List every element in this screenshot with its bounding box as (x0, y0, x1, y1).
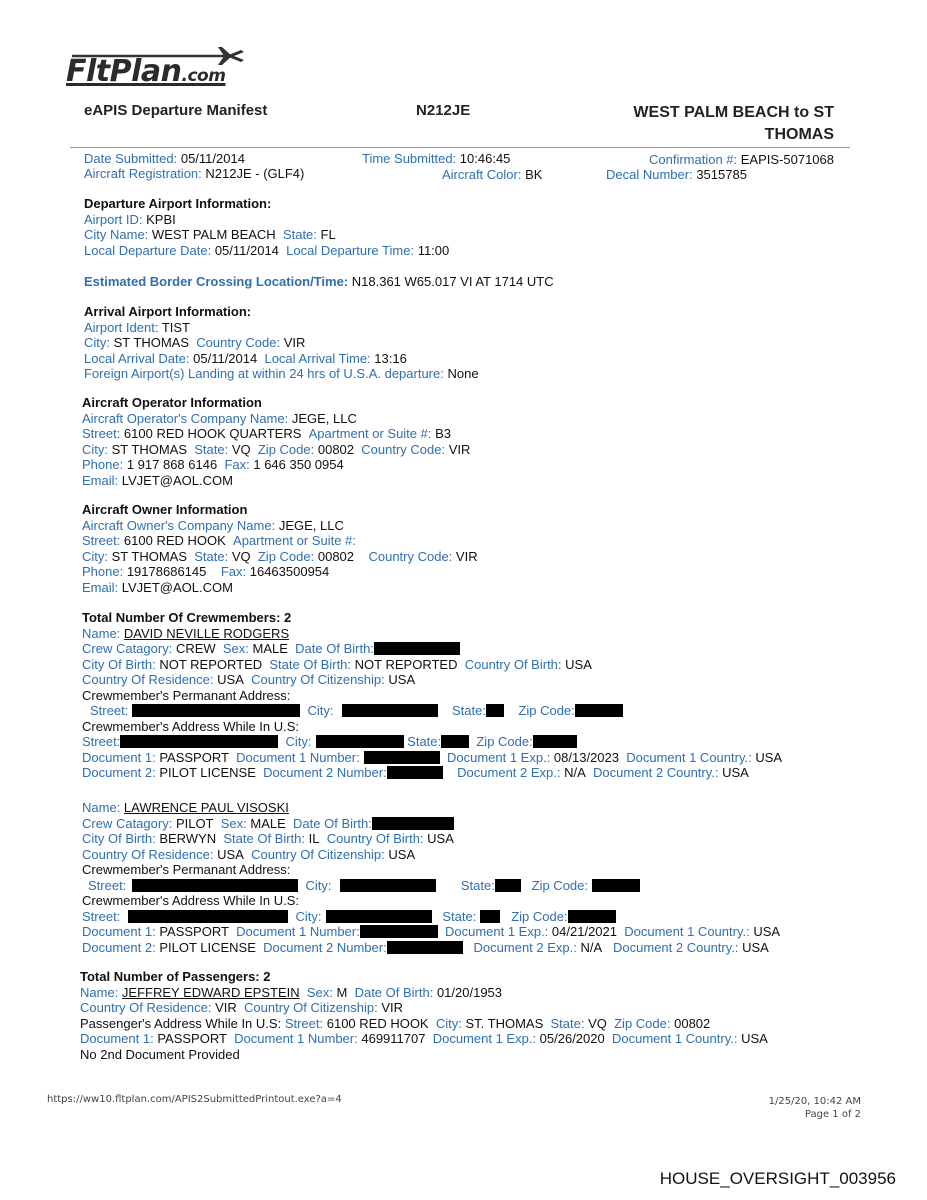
pax-state-value: VQ (588, 1015, 607, 1031)
op-fax-value: 1 646 350 0954 (253, 457, 344, 472)
crew1-country-birth-label: Country Of Birth: (464, 656, 562, 672)
owner-section (82, 502, 478, 595)
redaction-box (486, 704, 504, 717)
crew2-doc1-country-value: USA (753, 924, 781, 939)
page-title: eAPIS Departure Manifest (84, 102, 268, 119)
date-submitted-value: 05/11/2014 (180, 151, 245, 166)
crew1-dob-label: Date Of Birth: (295, 641, 374, 656)
aircraft-color-value: BK (525, 167, 543, 182)
op-fax-label: Fax: (224, 457, 250, 472)
pax-name-label: Name: (80, 984, 119, 1000)
crew2-country-birth-label: Country Of Birth: (326, 831, 424, 846)
passenger-section (80, 969, 768, 1062)
date-submitted-label: Date Submitted: (84, 151, 178, 166)
crew1-us-zip-label: Zip Code: (476, 734, 533, 749)
own-email-value: LVJET@AOL.COM (121, 579, 233, 595)
own-city-value: ST THOMAS (111, 548, 187, 564)
crew1-category-label: Crew Catagory: (82, 641, 173, 656)
crew1-sex-label: Sex: (222, 641, 249, 656)
redaction-box (360, 925, 438, 938)
foreign-landing-value: None (447, 366, 479, 381)
border-crossing (84, 274, 554, 290)
crew1-name-value: DAVID NEVILLE RODGERS (123, 625, 290, 641)
crew2-category-label: Crew Catagory: (82, 815, 173, 831)
crew2-city-birth-label: City Of Birth: (82, 831, 156, 846)
crew2-us-street-label: Street: (82, 908, 121, 924)
op-country-value: VIR (448, 441, 471, 457)
redaction-box (316, 735, 404, 748)
crew2-perm-zip-label: Zip Code: (531, 877, 589, 893)
redaction-box (128, 910, 288, 923)
arr-time-value: 13:16 (374, 350, 407, 366)
time-submitted (362, 151, 510, 167)
op-city-label: City: (82, 441, 108, 457)
departure-heading: Departure Airport Information: (84, 196, 272, 211)
crew1-perm-street-label: Street: (90, 703, 129, 718)
crew2-dob-label: Date Of Birth: (293, 815, 372, 831)
pax-residence-value: VIR (215, 1000, 237, 1015)
arr-country-value: VIR (283, 335, 306, 350)
op-apt-label: Apartment or Suite #: (308, 426, 432, 441)
op-company-value: JEGE, LLC (291, 410, 357, 426)
own-phone-value: 19178686145 (126, 564, 207, 579)
op-street-value: 6100 RED HOOK QUARTERS (123, 426, 302, 441)
op-phone-value: 1 917 868 6146 (126, 457, 218, 472)
crew1-perm-zip-label: Zip Code: (518, 703, 575, 718)
crew2-doc1-label: Document 1: (82, 924, 156, 939)
time-submitted-label: Time Submitted: (362, 151, 457, 166)
crew2-perm-city-label: City: (305, 877, 332, 893)
decal-value: 3515785 (696, 167, 747, 182)
crew2-us-state-label: State: (442, 908, 477, 924)
crew1-doc1-country-label: Document 1 Country.: (626, 749, 752, 765)
pax-no-doc2: No 2nd Document Provided (80, 1046, 240, 1062)
summary-row-1 (84, 151, 245, 167)
op-email-label: Email: (82, 472, 119, 488)
crew1-doc1-exp-label: Document 1 Exp.: (446, 749, 551, 765)
arrival-heading: Arrival Airport Information: (84, 304, 252, 319)
crew2-doc2-value: PILOT LICENSE (159, 939, 256, 955)
own-street-value: 6100 RED HOOK (123, 533, 226, 548)
redaction-box (364, 751, 440, 764)
crew2-name-value: LAWRENCE PAUL VISOSKI (123, 800, 289, 815)
registration-value: N212JE - (GLF4) (205, 166, 305, 181)
operator-heading: Aircraft Operator Information (82, 395, 262, 410)
op-apt-value: B3 (435, 426, 452, 441)
op-company-label: Aircraft Operator's Company Name: (82, 410, 289, 426)
pax-residence-label: Country Of Residence: (80, 1000, 212, 1015)
pax-doc1-country-value: USA (741, 1031, 768, 1046)
arr-date-value: 05/11/2014 (193, 350, 258, 366)
pax-zip-value: 00802 (674, 1015, 711, 1031)
own-company-label: Aircraft Owner's Company Name: (82, 517, 276, 533)
crew1-doc1-exp-value: 08/13/2023 (553, 749, 619, 765)
arr-time-label: Local Arrival Time: (264, 350, 371, 366)
departure-section (84, 196, 449, 258)
crew2-doc1-value: PASSPORT (159, 924, 229, 939)
passenger-heading: Total Number of Passengers: 2 (80, 969, 271, 984)
pax-city-label: City: (435, 1015, 462, 1031)
crew2-name-label: Name: (82, 800, 121, 815)
own-state-value: VQ (231, 548, 251, 564)
crew1-us-street-label: Street: (82, 734, 121, 749)
own-country-label: Country Code: (368, 548, 453, 564)
own-fax-value: 16463500954 (249, 564, 330, 579)
redaction-box (120, 735, 278, 748)
crew2-sex-label: Sex: (220, 815, 247, 831)
pax-address-intro: Passenger's Address While In U.S: (80, 1015, 282, 1031)
airport-id-label: Airport ID: (84, 211, 143, 227)
crew1-us-city-label: City: (285, 734, 312, 749)
crew1-category-value: CREW (175, 641, 216, 656)
crew1-doc2-label: Document 2: (82, 765, 156, 780)
crew1-doc1-label: Document 1: (82, 749, 156, 765)
header-divider (70, 147, 850, 148)
op-state-value: VQ (231, 441, 251, 457)
crew2-perm-state-label: State: (460, 877, 495, 893)
own-country-value: VIR (455, 548, 478, 564)
confirmation (649, 152, 834, 168)
pax-dob-label: Date Of Birth: (354, 984, 434, 1000)
crew1-doc1-country-value: USA (755, 749, 783, 765)
crew2-sex-value: MALE (250, 815, 286, 831)
crew2-doc1-exp-value: 04/21/2021 (551, 924, 617, 939)
footer-url: https://ww10.fltplan.com/APIS2SubmittedPrintout.exe?a=4 (47, 1094, 342, 1105)
own-email-label: Email: (82, 579, 119, 595)
pax-sex-label: Sex: (306, 984, 333, 1000)
crew-heading: Total Number Of Crewmembers: 2 (82, 610, 292, 625)
redaction-box (592, 879, 640, 892)
crew2-state-birth-value: IL (308, 831, 320, 846)
confirmation-label: Confirmation #: (648, 152, 738, 167)
crew1-country-birth-value: USA (565, 656, 592, 672)
redaction-box (480, 910, 500, 923)
crew1-residence-value: USA (217, 672, 244, 687)
crew2-us-heading: Crewmember's Address While In U.S: (82, 893, 300, 908)
pax-name-value: JEFFREY EDWARD EPSTEIN (121, 984, 300, 1000)
crew2-doc2-country-value: USA (742, 939, 769, 955)
own-street-label: Street: (82, 533, 121, 548)
crew2-state-birth-label: State Of Birth: (223, 831, 306, 846)
arr-date-label: Local Arrival Date: (84, 350, 190, 366)
footer-datetime: 1/25/20, 10:42 AM (768, 1096, 861, 1107)
crew1-sex-value: MALE (252, 641, 288, 656)
border-value: N18.361 W65.017 VI AT 1714 UTC (351, 274, 554, 289)
crew2-perm-street-label: Street: (88, 877, 127, 893)
own-city-label: City: (82, 548, 108, 564)
redaction-box (132, 879, 298, 892)
crew1-perm-heading: Crewmember's Permanant Address: (82, 687, 291, 703)
owner-heading: Aircraft Owner Information (82, 502, 248, 517)
dep-time-value: 11:00 (417, 242, 450, 258)
crew2-doc2-exp-value: N/A (580, 939, 603, 955)
pax-doc1-exp-value: 05/26/2020 (539, 1031, 605, 1046)
crew2-residence-label: Country Of Residence: (82, 846, 214, 862)
crew1-us-state-label: State: (407, 734, 442, 749)
crew1-state-birth-label: State Of Birth: (269, 656, 352, 672)
pax-doc1-num-label: Document 1 Number: (234, 1031, 358, 1046)
crew2-doc1-exp-label: Document 1 Exp.: (444, 924, 549, 939)
own-apt-label: Apartment or Suite #: (233, 533, 356, 548)
crew2-us-zip-label: Zip Code: (511, 908, 568, 924)
dep-date-label: Local Departure Date: (84, 242, 212, 258)
own-zip-value: 00802 (317, 548, 355, 564)
fltplan-logo (66, 44, 246, 92)
op-street-label: Street: (82, 426, 121, 441)
tail-number: N212JE (416, 102, 471, 119)
crew2-citizenship-value: USA (388, 846, 416, 862)
own-state-label: State: (194, 548, 229, 564)
redaction-box (372, 817, 454, 830)
redaction-box (132, 704, 300, 717)
arr-country-label: Country Code: (196, 335, 281, 350)
crew-section (82, 610, 782, 781)
bates-number: HOUSE_OVERSIGHT_003956 (659, 1169, 896, 1188)
op-zip-value: 00802 (317, 441, 355, 457)
redaction-box (387, 941, 463, 954)
crew1-us-heading: Crewmember's Address While In U.S: (82, 718, 300, 734)
arr-ident-label: Airport Ident: (84, 319, 159, 335)
pax-doc1-country-label: Document 1 Country.: (611, 1031, 738, 1046)
redaction-box (441, 735, 469, 748)
operator-section (82, 395, 470, 488)
crew1-doc2-exp-value: N/A (564, 765, 586, 780)
pax-citizenship-label: Country Of Citizenship: (244, 1000, 378, 1015)
redaction-box (340, 879, 436, 892)
crew2-doc1-country-label: Document 1 Country.: (624, 924, 750, 939)
pax-citizenship-value: VIR (381, 1000, 404, 1015)
redaction-box (374, 642, 460, 655)
crew2-category-value: PILOT (175, 815, 214, 831)
op-zip-label: Zip Code: (257, 441, 315, 457)
op-country-label: Country Code: (361, 441, 446, 457)
pax-doc1-value: PASSPORT (157, 1031, 227, 1046)
pax-state-label: State: (550, 1015, 585, 1031)
pax-doc1-label: Document 1: (80, 1031, 154, 1046)
pax-city-value: ST. THOMAS (465, 1015, 544, 1031)
pax-dob-value: 01/20/1953 (436, 984, 503, 1000)
dep-date-value: 05/11/2014 (214, 242, 279, 258)
pax-street-value: 6100 RED HOOK (326, 1015, 429, 1031)
crew1-citizenship-label: Country Of Citizenship: (251, 672, 385, 687)
arr-ident-value: TIST (161, 319, 190, 335)
pax-zip-label: Zip Code: (614, 1015, 671, 1031)
op-city-value: ST THOMAS (111, 441, 187, 457)
crew1-perm-city-label: City: (307, 703, 334, 718)
crew2-citizenship-label: Country Of Citizenship: (251, 846, 385, 862)
dep-city-value: WEST PALM BEACH (151, 227, 276, 242)
crew1-doc2-num-label: Document 2 Number: (263, 765, 387, 780)
redaction-box (326, 910, 432, 923)
crew1-city-birth-value: NOT REPORTED (159, 656, 263, 672)
crew2-us-city-label: City: (295, 908, 322, 924)
own-company-value: JEGE, LLC (278, 517, 344, 533)
redaction-box (575, 704, 623, 717)
foreign-landing-label: Foreign Airport(s) Landing at within 24 hrs of U.S.A. departure: (84, 366, 444, 381)
redaction-box (342, 704, 438, 717)
crew-member-2 (82, 800, 780, 955)
redaction-box (533, 735, 577, 748)
crew1-city-birth-label: City Of Birth: (82, 656, 156, 672)
aircraft-color-label: Aircraft Color: (442, 167, 522, 182)
own-phone-label: Phone: (82, 564, 124, 579)
pax-street-label: Street: (284, 1015, 324, 1031)
crew1-doc2-country-value: USA (722, 765, 749, 780)
crew1-doc2-exp-label: Document 2 Exp.: (457, 765, 561, 780)
registration (84, 166, 304, 182)
decal-number (606, 167, 747, 183)
route-line-1: WEST PALM BEACH to ST (633, 104, 834, 121)
op-state-label: State: (194, 441, 229, 457)
aircraft-color (442, 167, 542, 183)
decal-label: Decal Number: (606, 167, 693, 182)
op-email-value: LVJET@AOL.COM (121, 472, 233, 488)
crew1-doc1-num-label: Document 1 Number: (236, 749, 360, 765)
crew1-residence-label: Country Of Residence: (82, 672, 214, 687)
dep-state-label: State: (282, 227, 317, 242)
dep-time-label: Local Departure Time: (286, 242, 415, 258)
crew1-doc1-value: PASSPORT (159, 749, 229, 765)
crew2-doc2-exp-label: Document 2 Exp.: (473, 939, 577, 955)
crew2-city-birth-value: BERWYN (159, 831, 217, 846)
redaction-box (495, 879, 521, 892)
dep-state-value: FL (320, 227, 336, 242)
crew1-doc2-country-label: Document 2 Country.: (593, 765, 719, 780)
crew1-citizenship-value: USA (388, 672, 416, 687)
footer-page-number: Page 1 of 2 (804, 1109, 861, 1120)
crew2-residence-value: USA (217, 846, 244, 862)
crew2-doc1-num-label: Document 1 Number: (236, 924, 360, 939)
crew2-doc2-country-label: Document 2 Country.: (613, 939, 739, 955)
airport-id-value: KPBI (146, 211, 176, 227)
redaction-box (568, 910, 616, 923)
crew1-doc2-value: PILOT LICENSE (159, 765, 256, 780)
redaction-box (387, 766, 443, 779)
op-phone-label: Phone: (82, 457, 124, 472)
crew1-perm-state-label: State: (451, 703, 486, 718)
crew2-doc2-label: Document 2: (82, 939, 156, 955)
crew1-state-birth-value: NOT REPORTED (354, 656, 458, 672)
border-label: Estimated Border Crossing Location/Time: (84, 274, 349, 289)
time-submitted-value: 10:46:45 (459, 151, 511, 166)
pax-doc1-num-value: 469911707 (361, 1031, 426, 1046)
own-fax-label: Fax: (220, 564, 247, 579)
arr-city-label: City: (84, 335, 110, 350)
logo-main-text: FltPlan (66, 54, 182, 89)
arrival-section (84, 304, 479, 382)
confirmation-value: EAPIS-5071068 (740, 152, 834, 167)
pax-doc1-exp-label: Document 1 Exp.: (432, 1031, 537, 1046)
own-zip-label: Zip Code: (257, 548, 315, 564)
arr-city-value: ST THOMAS (113, 335, 189, 350)
crew2-country-birth-value: USA (427, 831, 454, 846)
route-line-2: THOMAS (764, 126, 834, 143)
dep-city-label: City Name: (84, 227, 149, 242)
logo-suffix-text: .com (181, 66, 226, 86)
registration-label: Aircraft Registration: (84, 166, 202, 181)
crew2-perm-heading: Crewmember's Permanant Address: (82, 862, 291, 877)
pax-sex-value: M (336, 984, 348, 1000)
crew2-doc2-num-label: Document 2 Number: (263, 939, 387, 955)
crew1-name-label: Name: (82, 625, 121, 641)
